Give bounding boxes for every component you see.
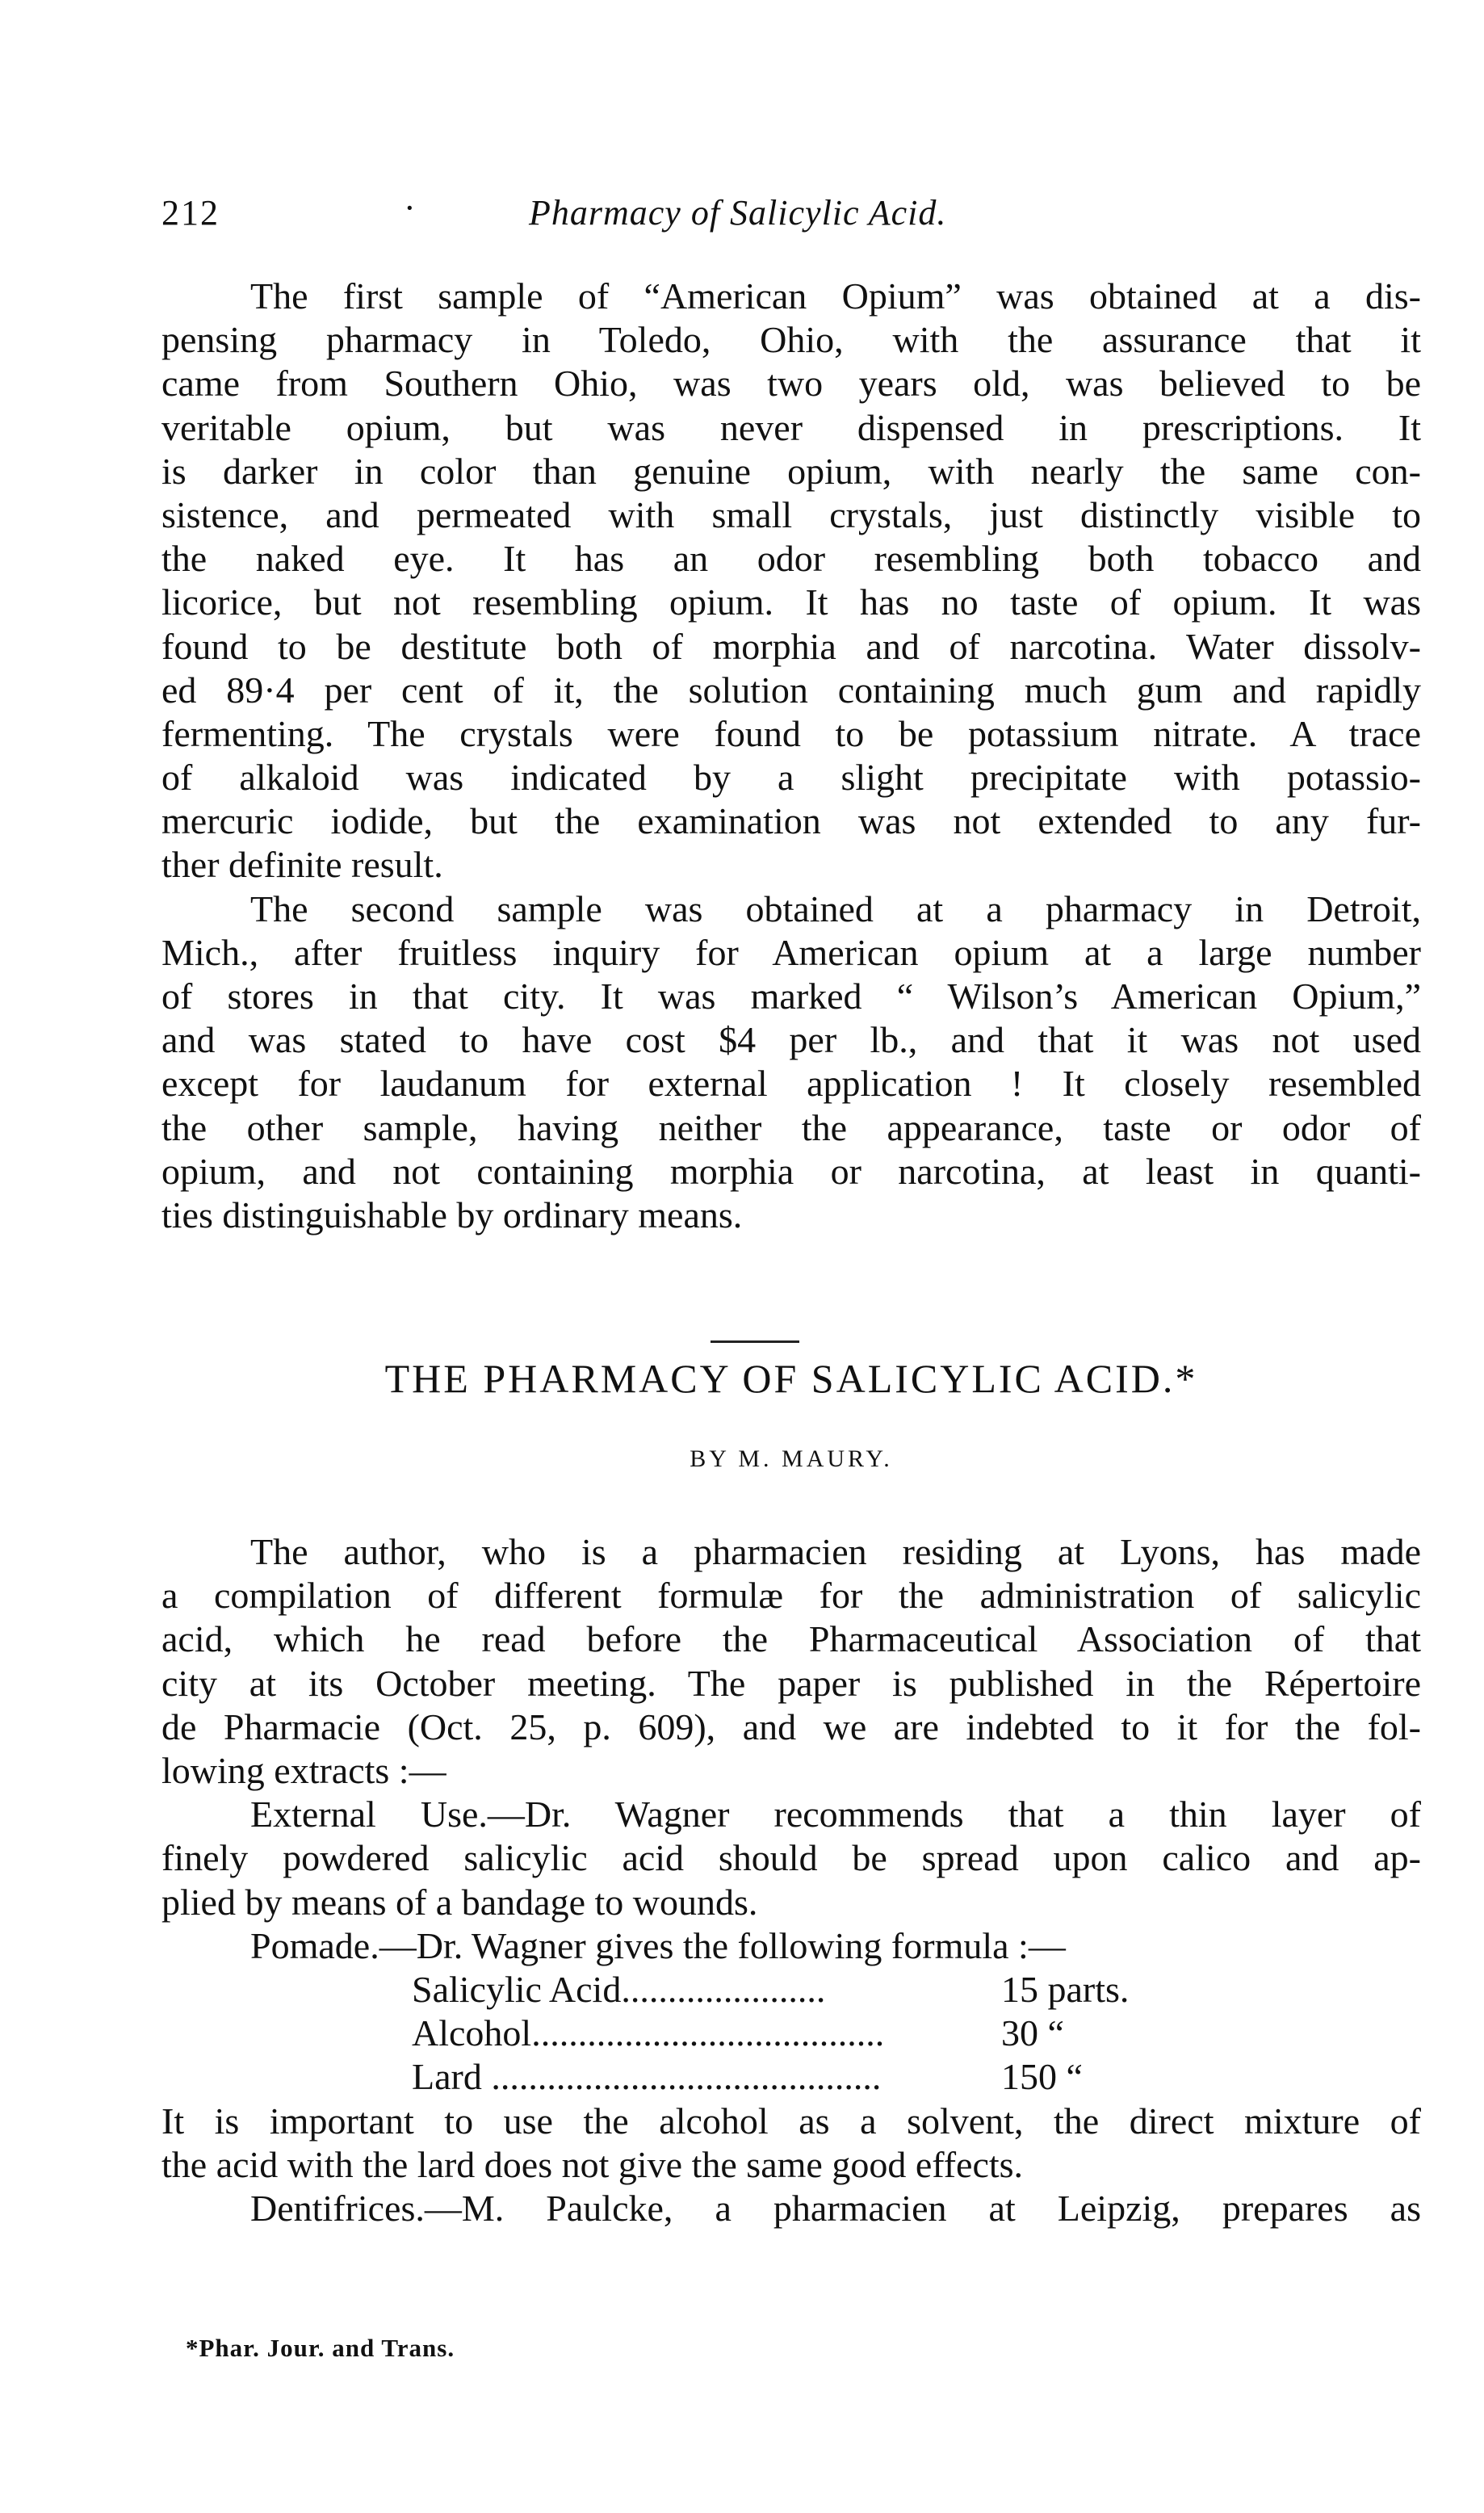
text-line: city at its October meeting. The paper is published in the Répertoire (161, 1662, 1421, 1704)
text-line: the acid with the lard does not give the same good effects. (161, 2144, 1024, 2186)
formula-amount: 150 “ (1001, 2056, 1083, 2098)
text-line: acid, which he read before the Pharmaceutical Association of that (161, 1618, 1421, 1660)
article-title: THE PHARMACY OF SALICYLIC ACID.* (384, 1356, 1198, 1401)
text-line: came from Southern Ohio, was two years old, was believed to be (161, 363, 1421, 405)
text-line: a compilation of different formulæ for the administration of salicylic (161, 1575, 1421, 1617)
text-line: is darker in color than genuine opium, with nearly the same con- (161, 450, 1421, 492)
footnote: *Phar. Jour. and Trans. (186, 2334, 455, 2362)
text-line: of alkaloid was indicated by a slight precipitate with potassio- (161, 757, 1421, 799)
text-line: mercuric iodide, but the examination was not extended to any fur- (161, 800, 1421, 842)
text-line: of stores in that city. It was marked “ Wilson’s American Opium,” (161, 975, 1421, 1017)
formula-ingredient: Lard .......................................... (412, 2056, 882, 2098)
running-title: Pharmacy of Salicylic Acid. (529, 193, 947, 233)
text-line: ther definite result. (161, 844, 443, 886)
text-line: External Use.—Dr. Wagner recommends that a thin layer of (250, 1794, 1421, 1835)
text-line: opium, and not containing morphia or narcotina, at least in quanti- (161, 1150, 1421, 1192)
text-line: Mich., after fruitless inquiry for American opium at a large number (161, 931, 1421, 973)
text-line: The author, who is a pharmacien residing at Lyons, has made (250, 1531, 1421, 1572)
byline: BY M. MAURY. (690, 1445, 893, 1472)
text-line: pensing pharmacy in Toledo, Ohio, with the assurance that it (161, 319, 1421, 361)
formula-row (412, 1968, 1219, 2012)
header-mark: · (404, 188, 416, 228)
text-line: finely powdered salicylic acid should be spread upon calico and ap- (161, 1837, 1421, 1879)
text-line: The second sample was obtained at a pharmacy in Detroit, (250, 887, 1421, 929)
text-line: except for laudanum for external application ! It closely resembled (161, 1063, 1421, 1105)
text-line: lowing extracts :— (161, 1749, 446, 1791)
formula-ingredient: Salicylic Acid...................... (412, 1969, 826, 2010)
salicylic-continued (161, 2100, 1421, 2231)
formula-ingredient: Alcohol...................................... (412, 2012, 885, 2054)
text-line: plied by means of a bandage to wounds. (161, 1881, 758, 1923)
text-line: and was stated to have cost $4 per lb., and that it was not used (161, 1019, 1421, 1061)
text-line: found to be destitute both of morphia and of narcotina. Water dissolv- (161, 625, 1421, 667)
text-line: Pomade.—Dr. Wagner gives the following formula :— (250, 1924, 1066, 1966)
formula-amount: 30 “ (1001, 2012, 1064, 2054)
text-line: ties distinguishable by ordinary means. (161, 1194, 743, 1236)
text-line: the other sample, having neither the appearance, taste or odor of (161, 1106, 1421, 1148)
formula-amount: 15 parts. (1001, 1969, 1130, 2010)
text-line: veritable opium, but was never dispensed in prescriptions. It (161, 406, 1421, 448)
formula-row (412, 2012, 1219, 2055)
text-line: The first sample of “American Opium” was obtained at a dis- (250, 275, 1421, 317)
text-line: ed 89·4 per cent of it, the solution containing much gum and rapidly (161, 669, 1421, 711)
text-line: de Pharmacie (Oct. 25, p. 609), and we are indebted to it for the fol- (161, 1705, 1421, 1747)
text-line: Dentifrices.—M. Paulcke, a pharmacien at Leipzig, prepares as (250, 2188, 1421, 2230)
salicylic-intro (161, 1530, 1421, 1968)
running-head (161, 188, 1421, 241)
pomade-formula (412, 1968, 1219, 2100)
section-divider (711, 1340, 799, 1343)
text-line: the naked eye. It has an odor resembling both tobacco and (161, 538, 1421, 580)
text-line: licorice, but not resembling opium. It has no taste of opium. It was (161, 581, 1421, 623)
opium-section (161, 275, 1421, 1237)
page-number: 212 (161, 193, 220, 233)
text-line: fermenting. The crystals were found to be potassium nitrate. A trace (161, 712, 1421, 754)
text-line: sistence, and permeated with small crystals, just distinctly visible to (161, 493, 1421, 535)
text-line: It is important to use the alcohol as a solvent, the direct mixture of (161, 2100, 1421, 2142)
formula-row (412, 2055, 1219, 2099)
